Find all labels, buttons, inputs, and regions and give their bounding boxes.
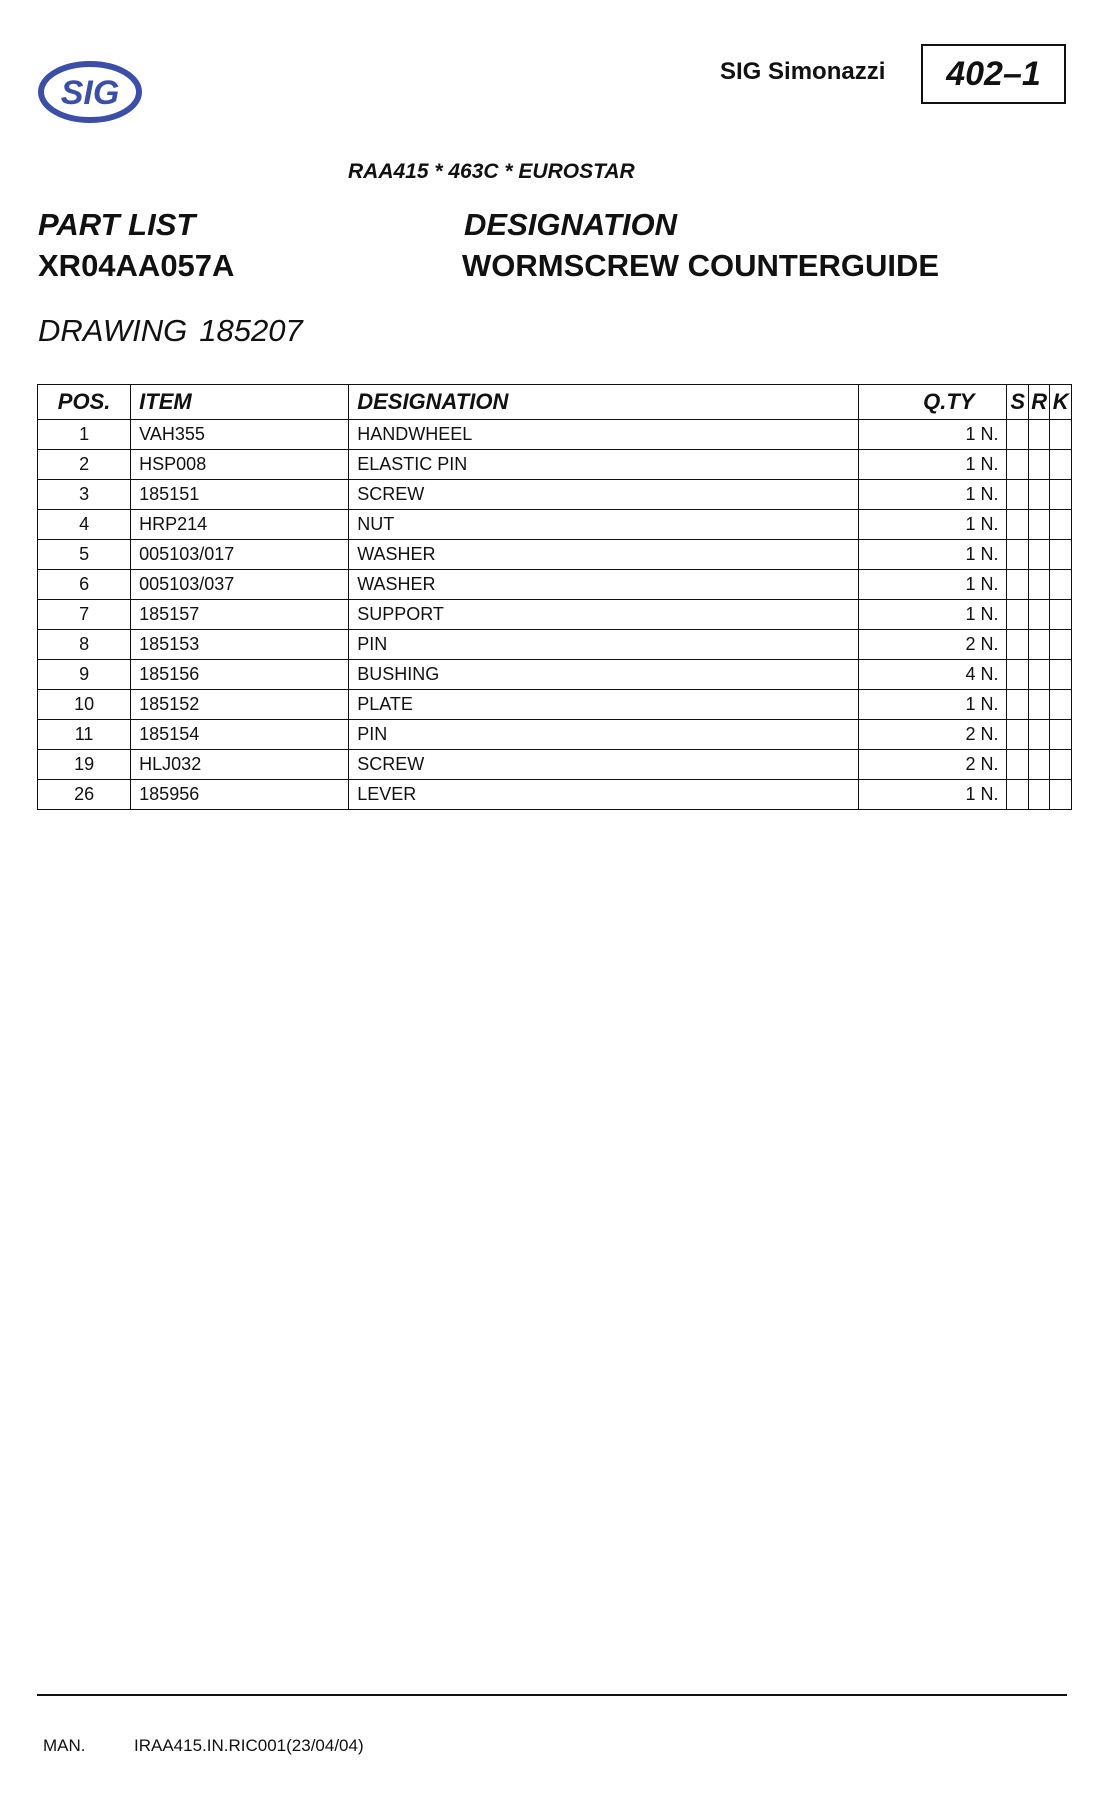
cell-qty: 2 N.	[859, 630, 1007, 660]
table-row	[38, 750, 1072, 780]
cell-pos: 19	[38, 750, 131, 780]
cell-designation: HANDWHEEL	[349, 420, 859, 450]
table-row	[38, 570, 1072, 600]
parts-table-body	[38, 420, 1072, 810]
cell-designation: PIN	[349, 720, 859, 750]
cell-item: HSP008	[131, 450, 349, 480]
cell-r	[1028, 720, 1049, 750]
table-row	[38, 510, 1072, 540]
cell-item: 185151	[131, 480, 349, 510]
cell-k	[1050, 540, 1072, 570]
header-pos: POS.	[38, 385, 131, 420]
cell-item: VAH355	[131, 420, 349, 450]
header-designation: DESIGNATION	[349, 385, 859, 420]
model-line: RAA415 * 463C * EUROSTAR	[348, 160, 635, 183]
cell-k	[1050, 690, 1072, 720]
cell-pos: 6	[38, 570, 131, 600]
drawing-label: DRAWING	[38, 313, 188, 348]
cell-r	[1028, 420, 1049, 450]
cell-k	[1050, 480, 1072, 510]
designation-value: WORMSCREW COUNTERGUIDE	[462, 248, 940, 283]
table-header-row	[38, 385, 1072, 420]
cell-item: 185157	[131, 600, 349, 630]
cell-s	[1007, 600, 1028, 630]
cell-pos: 11	[38, 720, 131, 750]
cell-pos: 1	[38, 420, 131, 450]
cell-designation: LEVER	[349, 780, 859, 810]
cell-item: 185154	[131, 720, 349, 750]
cell-designation: ELASTIC PIN	[349, 450, 859, 480]
cell-item: 185153	[131, 630, 349, 660]
cell-s	[1007, 570, 1028, 600]
header-s: S	[1007, 385, 1028, 420]
cell-pos: 3	[38, 480, 131, 510]
cell-k	[1050, 750, 1072, 780]
cell-designation: WASHER	[349, 540, 859, 570]
cell-designation: NUT	[349, 510, 859, 540]
cell-pos: 9	[38, 660, 131, 690]
cell-r	[1028, 630, 1049, 660]
cell-k	[1050, 630, 1072, 660]
footer-divider	[37, 1694, 1067, 1696]
cell-s	[1007, 450, 1028, 480]
table-row	[38, 450, 1072, 480]
cell-item: HLJ032	[131, 750, 349, 780]
cell-k	[1050, 570, 1072, 600]
cell-item: HRP214	[131, 510, 349, 540]
cell-qty: 2 N.	[859, 750, 1007, 780]
table-row	[38, 600, 1072, 630]
cell-pos: 7	[38, 600, 131, 630]
cell-s	[1007, 480, 1028, 510]
cell-qty: 1 N.	[859, 600, 1007, 630]
cell-k	[1050, 420, 1072, 450]
cell-s	[1007, 510, 1028, 540]
cell-s	[1007, 750, 1028, 780]
cell-s	[1007, 780, 1028, 810]
cell-item: 185956	[131, 780, 349, 810]
table-row	[38, 720, 1072, 750]
cell-designation: WASHER	[349, 570, 859, 600]
part-list-label: PART LIST	[38, 207, 196, 242]
cell-k	[1050, 780, 1072, 810]
cell-pos: 5	[38, 540, 131, 570]
cell-r	[1028, 540, 1049, 570]
cell-qty: 1 N.	[859, 540, 1007, 570]
table-row	[38, 660, 1072, 690]
cell-item: 005103/037	[131, 570, 349, 600]
page-number-box	[921, 44, 1066, 104]
parts-table	[37, 384, 1072, 810]
header-qty: Q.TY	[859, 385, 1007, 420]
cell-s	[1007, 690, 1028, 720]
cell-designation: PIN	[349, 630, 859, 660]
cell-k	[1050, 510, 1072, 540]
cell-k	[1050, 600, 1072, 630]
table-row	[38, 690, 1072, 720]
cell-s	[1007, 720, 1028, 750]
footer-code: IRAA415.IN.RIC001(23/04/04)	[134, 1736, 364, 1755]
cell-qty: 1 N.	[859, 450, 1007, 480]
cell-pos: 2	[38, 450, 131, 480]
cell-qty: 1 N.	[859, 420, 1007, 450]
cell-s	[1007, 660, 1028, 690]
designation-label: DESIGNATION	[464, 207, 677, 242]
cell-r	[1028, 780, 1049, 810]
cell-item: 185156	[131, 660, 349, 690]
footer-label: MAN.	[43, 1736, 86, 1755]
company-name: SIG Simonazzi	[720, 58, 886, 85]
table-row	[38, 480, 1072, 510]
cell-designation: PLATE	[349, 690, 859, 720]
cell-pos: 26	[38, 780, 131, 810]
cell-pos: 4	[38, 510, 131, 540]
table-row	[38, 780, 1072, 810]
cell-k	[1050, 660, 1072, 690]
drawing-number: 185207	[199, 313, 303, 348]
drawing-reference	[38, 313, 303, 349]
header-r: R	[1028, 385, 1049, 420]
header-item: ITEM	[131, 385, 349, 420]
cell-designation: BUSHING	[349, 660, 859, 690]
cell-item: 185152	[131, 690, 349, 720]
cell-qty: 1 N.	[859, 690, 1007, 720]
cell-designation: SUPPORT	[349, 600, 859, 630]
cell-s	[1007, 540, 1028, 570]
page-number: 402–1	[946, 54, 1041, 93]
cell-pos: 8	[38, 630, 131, 660]
cell-r	[1028, 510, 1049, 540]
cell-r	[1028, 480, 1049, 510]
cell-k	[1050, 720, 1072, 750]
cell-r	[1028, 600, 1049, 630]
cell-r	[1028, 660, 1049, 690]
cell-qty: 1 N.	[859, 780, 1007, 810]
table-row	[38, 630, 1072, 660]
cell-s	[1007, 630, 1028, 660]
logo-lettering: SIG	[60, 74, 120, 112]
table-row	[38, 540, 1072, 570]
cell-r	[1028, 690, 1049, 720]
cell-pos: 10	[38, 690, 131, 720]
cell-qty: 1 N.	[859, 510, 1007, 540]
cell-r	[1028, 570, 1049, 600]
cell-s	[1007, 420, 1028, 450]
cell-r	[1028, 750, 1049, 780]
part-list-code: XR04AA057A	[38, 248, 235, 283]
cell-designation: SCREW	[349, 750, 859, 780]
cell-k	[1050, 450, 1072, 480]
cell-designation: SCREW	[349, 480, 859, 510]
header-k: K	[1050, 385, 1072, 420]
cell-qty: 1 N.	[859, 480, 1007, 510]
table-row	[38, 420, 1072, 450]
cell-qty: 4 N.	[859, 660, 1007, 690]
cell-qty: 2 N.	[859, 720, 1007, 750]
cell-r	[1028, 450, 1049, 480]
sig-logo	[38, 60, 142, 124]
cell-item: 005103/017	[131, 540, 349, 570]
cell-qty: 1 N.	[859, 570, 1007, 600]
